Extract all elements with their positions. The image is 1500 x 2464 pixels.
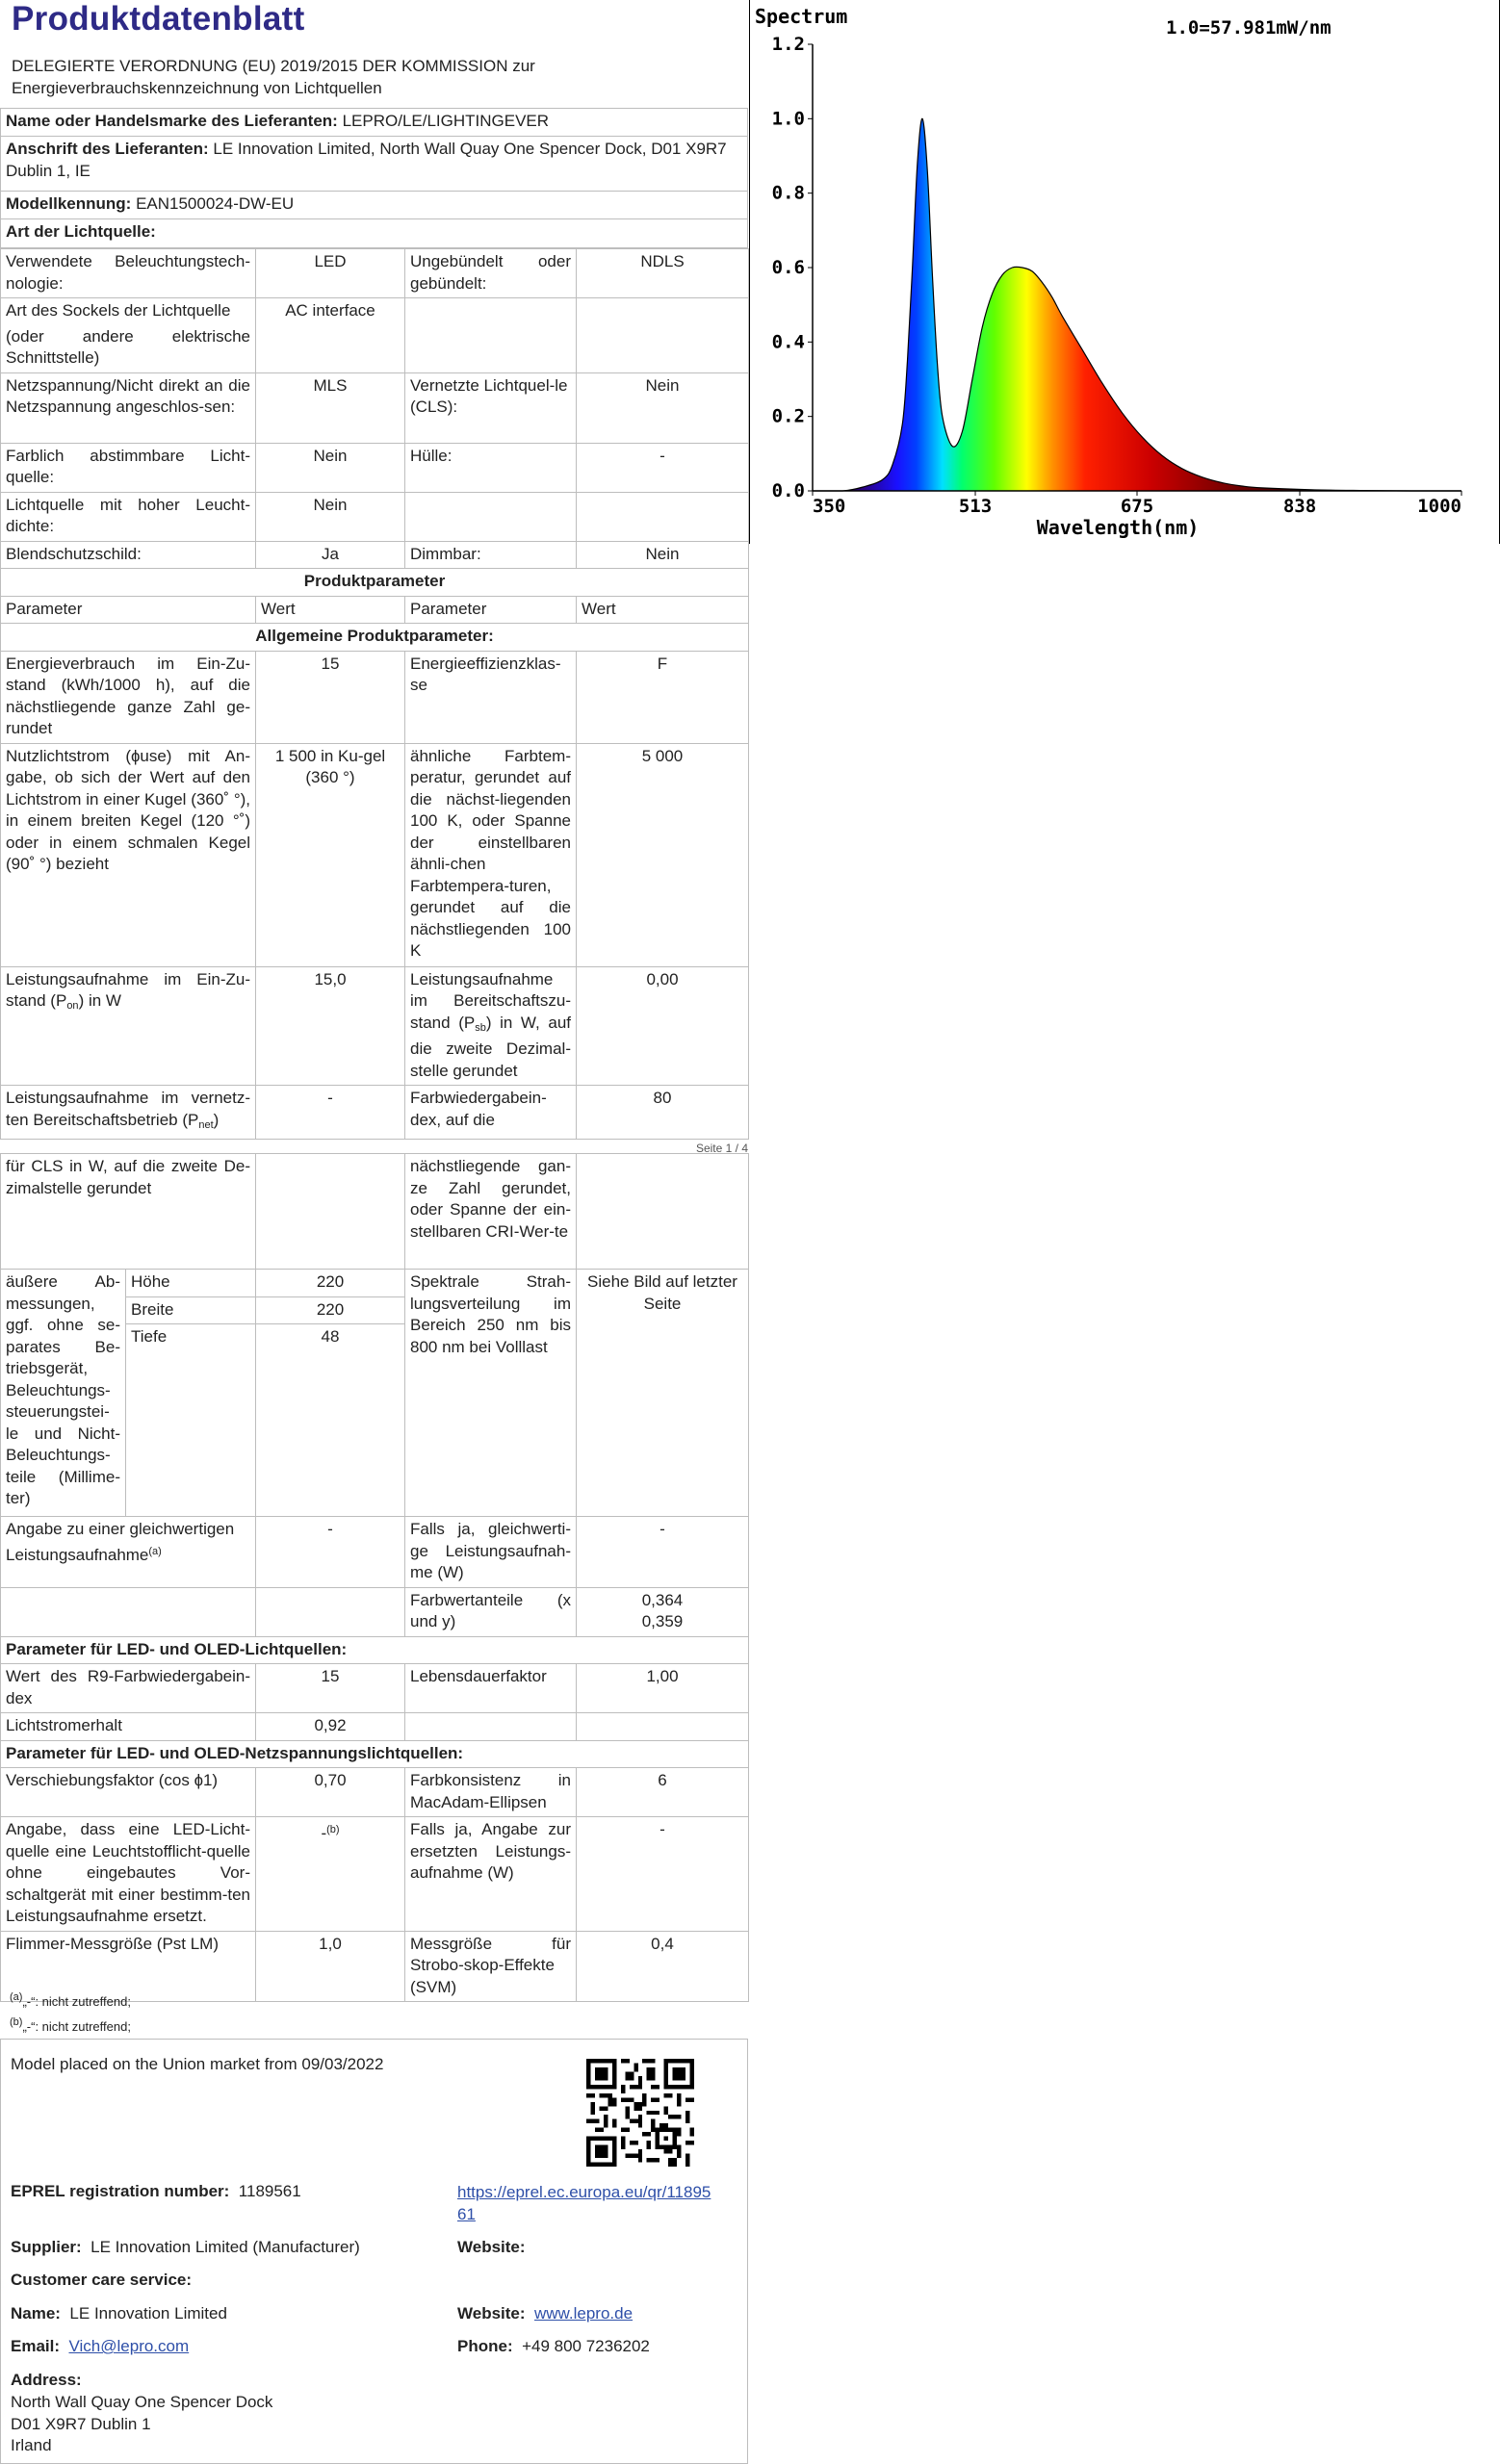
website-label: Website: [457, 2238, 526, 2256]
led-params-heading: Parameter für LED- und OLED-Lichtquellen: [1, 1636, 749, 1664]
height-value: 220 [256, 1270, 405, 1297]
r9-value: 15 [256, 1664, 405, 1713]
flicker-label: Flimmer-Messgröße (Pst LM) [1, 1931, 256, 2002]
high-luminance-value: Nein [256, 492, 405, 541]
light-source-type-heading: Art der Lichtquelle: [1, 219, 748, 248]
flux-value: 1 500 in Ku-gel (360 °) [256, 743, 405, 966]
lumen-maint-value: 0,92 [256, 1713, 405, 1741]
eprel-info-box [0, 2039, 748, 2464]
x-tick-label: 350 [813, 496, 846, 517]
phone-row: Phone: +49 800 7236202 [457, 2337, 650, 2355]
email-link[interactable]: Vich@lepro.com [68, 2337, 190, 2355]
model-row: Modellkennung: EAN1500024-DW-EU [1, 192, 748, 219]
cct-label: ähnliche Farbtem-peratur, gerundet auf die nächst-liegenden 100 K, oder Spanne der einstellbaren ähnli-chen Farbtempera-turen, gerundet auf die nächstliegenden 100 K [405, 743, 577, 966]
envelope-label: Hülle: [405, 443, 577, 492]
pon-value: 15,0 [256, 966, 405, 1086]
eprel-number: 1189561 [238, 2182, 301, 2200]
product-params-heading: Produktparameter [1, 569, 749, 597]
r9-label: Wert des R9-Farbwiedergabein-dex [1, 1664, 256, 1713]
pon-label: Leistungsaufnahme im Ein-Zu-stand $(P_{on})$ in W [1, 966, 256, 1086]
socket-value: AC interface [256, 298, 405, 373]
general-params-heading: Allgemeine Produktparameter: [1, 624, 749, 652]
tunable-value: Nein [256, 443, 405, 492]
spectrum-svg [749, 0, 1500, 544]
y-tick-label: 0.6 [771, 257, 805, 278]
y-tick-label: 0.2 [771, 405, 805, 427]
cls-value: Nein [577, 372, 749, 443]
replace-label: Angabe, dass eine LED-Licht-quelle eine Leuchtstofflicht-quelle ohne eingebautes Vor-schaltgerät mit einer bestimm-ten Leistungsaufnahme ersetzt. [1, 1817, 256, 1932]
phone-number: +49 800 7236202 [522, 2337, 650, 2355]
equiv-w-label: Falls ja, gleichwerti-ge Leistungsaufnah-me (W) [405, 1517, 577, 1588]
x-tick-label: 675 [1120, 496, 1154, 517]
y-tick-label: 1.2 [771, 34, 805, 55]
chart-title: Spectrum [755, 5, 848, 28]
chroma-value: 0,364 0,359 [577, 1587, 749, 1636]
chart-annotation: 1.0=57.981mW/nm [1166, 17, 1332, 38]
survival-value: 1,00 [577, 1664, 749, 1713]
website-row: Website: www.lepro.de [457, 2304, 634, 2323]
equiv-label: Angabe zu einer gleichwertigen Leistungsaufnahme$^{(a)}$ [1, 1517, 256, 1588]
chroma-label: Farbwertanteile (x und y) [405, 1587, 577, 1636]
x-axis-label: Wavelength(nm) [1036, 516, 1200, 539]
address-block: North Wall Quay One Spencer Dock D01 X9R7 Dublin 1 Irland [11, 2393, 273, 2454]
equiv-w-value: - [577, 1517, 749, 1588]
y-tick-label: 0.4 [771, 331, 805, 353]
height-label: Höhe [126, 1270, 256, 1297]
x-tick-label: 838 [1282, 496, 1317, 517]
psb-value: 0,00 [577, 966, 749, 1086]
flicker-value: 1,0 [256, 1931, 405, 2002]
eprel-link[interactable]: https://eprel.ec.europa.eu/qr/1189561 [457, 2183, 711, 2223]
width-label: Breite [126, 1296, 256, 1324]
pnet-label: Leistungsaufnahme im vernetz-ten Bereitschaftsbetrieb $(P_{net})$ [1, 1086, 256, 1140]
cls-label: Vernetzte Lichtquel-le (CLS): [405, 372, 577, 443]
width-value: 220 [256, 1296, 405, 1324]
address-label: Address: [11, 2371, 82, 2389]
customer-care-heading: Customer care service: [11, 2271, 193, 2289]
psb-label: Leistungsaufnahme im Bereitschaftszu-stand $(P_{sb})$ in W, auf die zweite Dezimal-stelle gerundet [405, 966, 577, 1086]
cosphi-label: Verschiebungsfaktor (cos ɸ1) [1, 1768, 256, 1817]
glare-label: Blendschutzschild: [1, 541, 256, 569]
replace-w-value: - [577, 1817, 749, 1932]
supplier-address: LE Innovation Limited, North Wall Quay One Spencer Dock, D01 X9R7 Dublin 1, IE [6, 140, 727, 180]
footnote-a: $^{(a)}$„-“: nicht zutreffend; [10, 1991, 131, 2009]
col-header-parameter-2: Parameter [405, 596, 577, 624]
website-link[interactable]: www.lepro.de [534, 2304, 634, 2323]
tech-value: LED [256, 249, 405, 298]
energy-value: 15 [256, 651, 405, 743]
supplier-name: LEPRO/LE/LIGHTINGEVER [342, 112, 550, 130]
lumen-maint-label: Lichtstromerhalt [1, 1713, 256, 1741]
x-tick-label: 513 [958, 496, 993, 517]
tunable-label: Farblich abstimmbare Licht-quelle: [1, 443, 256, 492]
macadam-value: 6 [577, 1768, 749, 1817]
socket-label: Art des Sockels der Lichtquelle (oder andere elektrische Schnittstelle) [1, 298, 256, 373]
y-tick-label: 0.8 [771, 182, 805, 204]
model-id: EAN1500024-DW-EU [136, 194, 295, 213]
pnet-value: - [256, 1086, 405, 1140]
tech-label: Verwendete Beleuchtungstech-nologie: [1, 249, 256, 298]
cri-value: 80 [577, 1086, 749, 1140]
equiv-value: - [256, 1517, 405, 1588]
led-mains-params-heading: Parameter für LED- und OLED-Netzspannungslichtquellen: [1, 1740, 749, 1768]
x-tick-label: 1000 [1417, 496, 1461, 517]
supplier-table [0, 108, 748, 248]
dimensions-label: äußere Ab-messungen, ggf. ohne se-parates Be-triebsgerät, Beleuchtungs-steuerungstei-le und Nicht-Beleuchtungs-teile (Millime-ter) [1, 1270, 126, 1517]
envelope-value: - [577, 443, 749, 492]
market-date: Model placed on the Union market from 09/03/2022 [11, 2055, 384, 2073]
high-luminance-label: Lichtquelle mit hoher Leucht-dichte: [1, 492, 256, 541]
mains-value: MLS [256, 372, 405, 443]
flux-label: Nutzlichtstrom (ɸuse) mit An-gabe, ob sich der Wert auf den Lichtstrom in einer Kugel (360˚ °), in einem breiten Kegel (120 °˚) oder in einem schmalen Kegel (90˚ °) bezieht [1, 743, 256, 966]
mains-label: Netzspannung/Nicht direkt an die Netzspannung angeschlos-sen: [1, 372, 256, 443]
col-header-value: Wert [256, 596, 405, 624]
replace-w-label: Falls ja, Angabe zur ersetzten Leistungs-aufnahme (W) [405, 1817, 577, 1932]
pnet-label-cont: für CLS in W, auf die zweite De-zimalstelle gerundet [1, 1154, 256, 1270]
y-tick-label: 0.0 [771, 480, 805, 501]
email-row: Email: Vich@lepro.com [11, 2337, 190, 2355]
macadam-label: Farbkonsistenz in MacAdam-Ellipsen [405, 1768, 577, 1817]
light-source-table [0, 248, 749, 1140]
bundled-value: NDLS [577, 249, 749, 298]
product-params-table-2 [0, 1153, 749, 2002]
qr-code-icon[interactable] [586, 2059, 694, 2167]
footnote-b: $^{(b)}$„-“: nicht zutreffend; [10, 2016, 131, 2034]
regulation-text: DELEGIERTE VERORDNUNG (EU) 2019/2015 DER KOMMISSION zur Energieverbrauchskennzeichnung von Lichtquellen [12, 57, 535, 97]
dimmable-value: Nein [577, 541, 749, 569]
depth-value: 48 [256, 1324, 405, 1517]
cosphi-value: 0,70 [256, 1768, 405, 1817]
col-header-parameter: Parameter [1, 596, 256, 624]
supplier-row: Supplier: LE Innovation Limited (Manufacturer) [11, 2238, 360, 2256]
eprel-number-row: EPREL registration number: 1189561 [11, 2182, 301, 2200]
replace-value: -$^{(b)}$ [256, 1817, 405, 1932]
survival-label: Lebensdauerfaktor [405, 1664, 577, 1713]
cri-label: Farbwiedergabein-dex, auf die [405, 1086, 577, 1140]
energy-class-label: Energieeffizienzklas-se [405, 651, 577, 743]
supplier-address-row: Anschrift des Lieferanten: LE Innovation Limited, North Wall Quay One Spencer Dock, D01 X9R7 Dublin 1, IE [1, 137, 748, 192]
energy-class-value: F [577, 651, 749, 743]
page-number: Seite 1 / 4 [695, 1142, 748, 1155]
svm-value: 0,4 [577, 1931, 749, 2002]
col-header-value-2: Wert [577, 596, 749, 624]
y-tick-label: 1.0 [771, 108, 805, 130]
spd-value: Siehe Bild auf letzter Seite [577, 1270, 749, 1517]
glare-value: Ja [256, 541, 405, 569]
contact-name-row: Name: LE Innovation Limited [11, 2304, 227, 2323]
spd-label: Spektrale Strah-lungsverteilung im Bereich 250 nm bis 800 nm bei Volllast [405, 1270, 577, 1517]
page-title: Produktdatenblatt [12, 0, 305, 38]
svm-label: Messgröße für Strobo-skop-Effekte (SVM) [405, 1931, 577, 2002]
spectrum-chart [749, 0, 1500, 544]
bundled-label: Ungebündelt oder gebündelt: [405, 249, 577, 298]
cct-value: 5 000 [577, 743, 749, 966]
supplier-name-row: Name oder Handelsmarke des Lieferanten: LEPRO/LE/LIGHTINGEVER [1, 109, 748, 137]
cri-label-cont: nächstliegende gan-ze Zahl gerundet, oder Spanne der ein-stellbaren CRI-Wer-te [405, 1154, 577, 1270]
depth-label: Tiefe [126, 1324, 256, 1517]
energy-label: Energieverbrauch im Ein-Zu-stand (kWh/1000 h), auf die nächstliegende ganze Zahl ge-rundet [1, 651, 256, 743]
dimmable-label: Dimmbar: [405, 541, 577, 569]
